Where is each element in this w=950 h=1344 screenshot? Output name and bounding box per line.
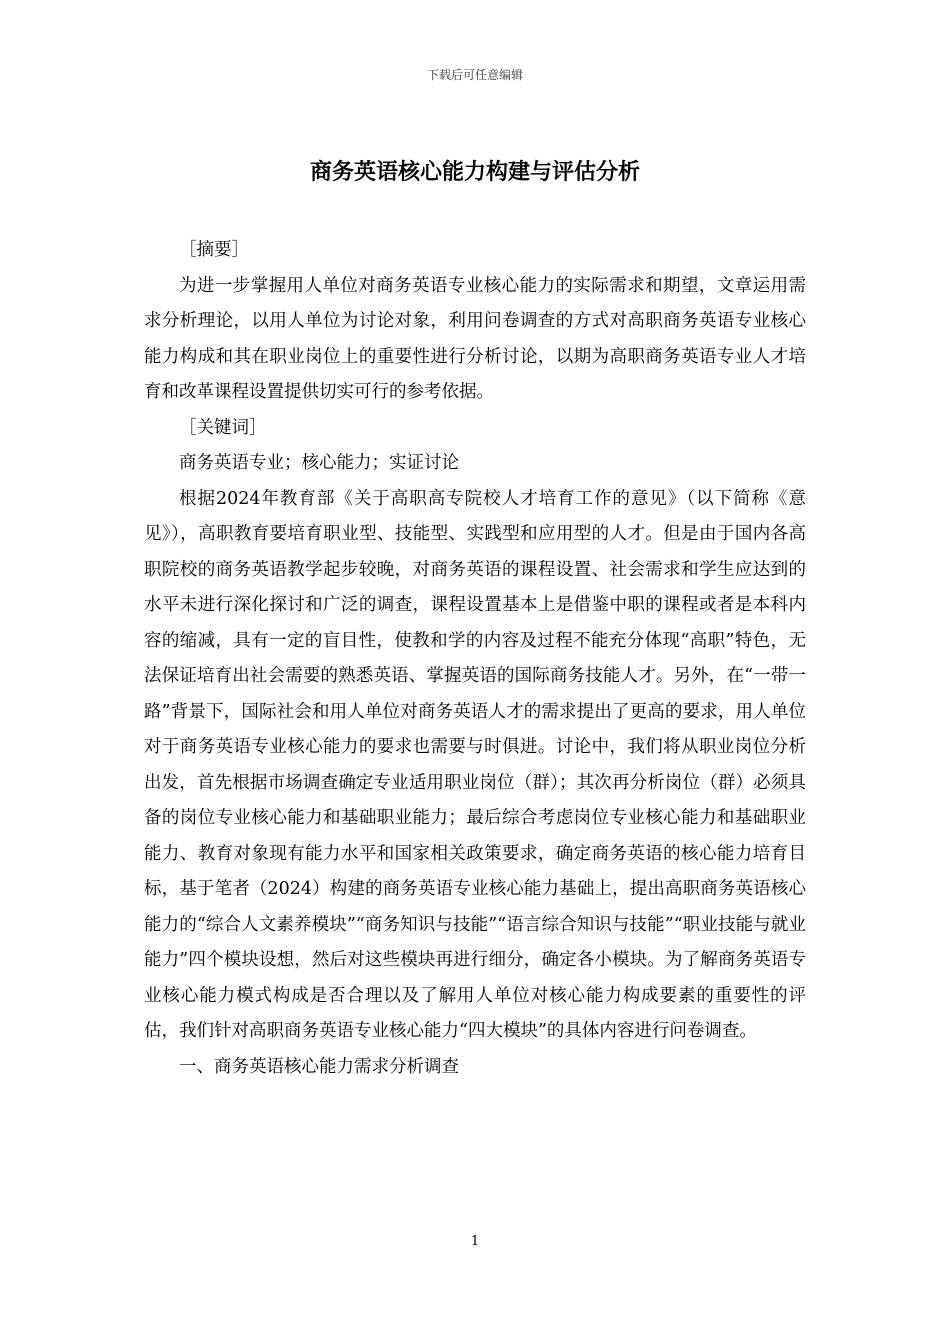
body-paragraph: 根据2024年教育部《关于高职高专院校人才培育工作的意见》（以下简称《意见》），高职教育要培育职业型、技能型、实践型和应用型的人才。但是由于国内各高职院校的商务英语教学起步较晚，对商务英语的课程设置、社会需求和学生应达到的水平未进行深化探讨和广泛的调查，课程设置基本上是借鉴中职的课程或者是本科内容的缩减，具有一定的盲目性，使教和学的内容及过程不能充分体现“高职”特色，无法保证培育出社会需要的熟悉英语、掌握英语的国际商务技能人才。另外，在“一带一路”背景下，国际社会和用人单位对商务英语人才的需求提出了更高的要求，用人单位对于商务英语专业核心能力的要求也需要与时俱进。讨论中，我们将从职业岗位分析出发，首先根据市场调查确定专业适用职业岗位（群）；其次再分析岗位（群）必须具备的岗位专业核心能力和基础职业能力；最后综合考虑岗位专业核心能力和基础职业能力、教育对象现有能力水平和国家相关政策要求，确定商务英语的核心能力培育目标，基于笔者（2024）构建的商务英语专业核心能力基础上，提出高职商务英语核心能力的“综合人文素养模块”“商务知识与技能”“语言综合知识与技能”“职业技能与就业能力”四个模块设想，然后对这些模块再进行细分，确定各小模块。为了解商务英语专业核心能力模式构成是否合理以及了解用人单位对核心能力构成要素的重要性的评估，我们针对高职商务英语专业核心能力“四大模块”的具体内容进行问卷调查。 [144,488,806,1041]
page-header: 下载后可任意编辑 [426,68,523,82]
document-body [144,233,806,1085]
document-title: 商务英语核心能力构建与评估分析 [309,160,640,185]
page-number: 1 [470,1234,480,1249]
keywords-label: ［关键词］ [179,417,267,438]
abstract-paragraph: 为进一步掌握用人单位对商务英语专业核心能力的实际需求和期望，文章运用需求分析理论，以用人单位为讨论对象，利用问卷调查的方式对高职商务英语专业核心能力构成和其在职业岗位上的重要性进行分析讨论，以期为高职商务英语专业人才培育和改革课程设置提供切实可行的参考依据。 [144,275,806,402]
keywords-paragraph: 商务英语专业；核心能力；实证讨论 [179,453,459,473]
abstract-label: ［摘要］ [179,240,249,260]
section-heading: 一、商务英语核心能力需求分析调查 [179,1056,459,1077]
